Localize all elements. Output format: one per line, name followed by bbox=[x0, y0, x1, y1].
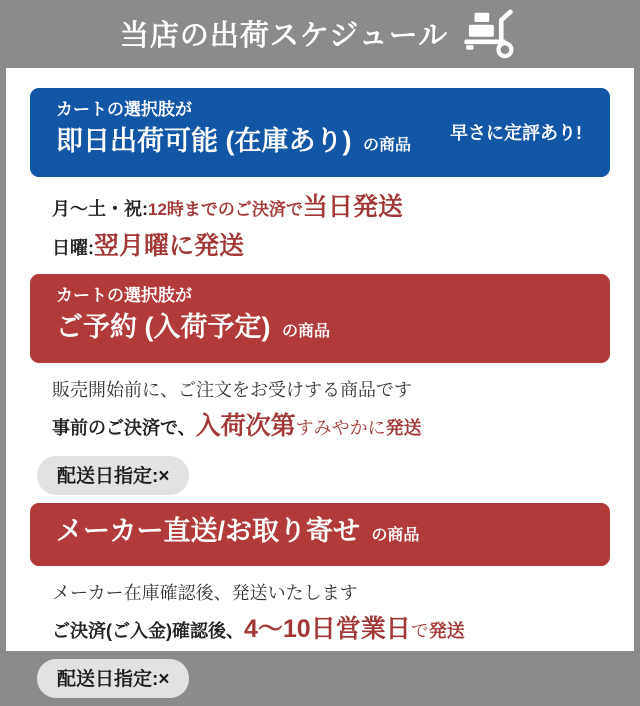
page-title: 当店の出荷スケジュール bbox=[119, 19, 449, 52]
direct-banner-main: メーカー直送/お取り寄せ bbox=[56, 516, 360, 546]
preorder-prefix: 事前のご決済で、 bbox=[52, 418, 196, 438]
preorder-banner bbox=[30, 274, 610, 363]
preorder-line2 bbox=[52, 408, 610, 446]
preorder-banner-suffix: の商品 bbox=[281, 323, 330, 340]
preorder-banner-mainline bbox=[56, 308, 330, 351]
direct-line2 bbox=[52, 611, 610, 649]
preorder-banner-text bbox=[56, 284, 330, 351]
trolley-cart-icon bbox=[464, 10, 520, 58]
direct-result: 発送 bbox=[428, 621, 465, 641]
preorder-result: 発送 bbox=[385, 418, 422, 438]
preorder-line1: 販売開始前に、ご注文をお受けする商品です bbox=[52, 380, 412, 400]
express-sunday-line bbox=[52, 228, 610, 266]
preorder-banner-main: ご予約 (入荷予定) bbox=[56, 312, 271, 342]
express-banner-suffix: の商品 bbox=[362, 137, 411, 154]
direct-prefix: ご決済(ご入金)確認後、 bbox=[52, 621, 244, 641]
direct-banner-mainline bbox=[56, 512, 419, 555]
header bbox=[0, 0, 640, 68]
direct-banner-suffix: の商品 bbox=[371, 527, 420, 544]
express-weekday-line bbox=[52, 189, 610, 228]
express-banner-text bbox=[56, 98, 411, 165]
sunday-prefix: 日曜: bbox=[52, 238, 94, 258]
direct-highlight: 4〜10日営業日 bbox=[244, 615, 411, 643]
express-banner-main: 即日出荷可能 (在庫あり) bbox=[56, 126, 352, 156]
direct-line1: メーカー在庫確認後、発送いたします bbox=[52, 583, 358, 603]
weekday-prefix: 月〜土・祝: bbox=[52, 199, 148, 219]
content-panel bbox=[6, 68, 634, 690]
express-side-note: 早さに定評あり! bbox=[450, 122, 582, 143]
direct-details bbox=[6, 566, 634, 706]
preorder-highlight: 入荷次第 bbox=[195, 412, 296, 440]
preorder-banner-topline: カートの選択肢が bbox=[56, 286, 192, 305]
direct-delivery-date-badge: 配送日指定:× bbox=[37, 659, 189, 698]
weekday-condition: 12時までのご決済で bbox=[148, 200, 303, 219]
preorder-delivery-date-badge: 配送日指定:× bbox=[37, 456, 189, 495]
express-details bbox=[6, 177, 634, 274]
express-banner-topline: カートの選択肢が bbox=[56, 100, 192, 119]
sunday-result: 翌月曜に発送 bbox=[94, 232, 245, 260]
preorder-middle: すみやかに bbox=[295, 418, 386, 438]
preorder-details bbox=[6, 363, 634, 503]
direct-banner bbox=[30, 503, 610, 566]
direct-middle: で bbox=[410, 621, 429, 641]
express-banner-mainline bbox=[56, 122, 411, 165]
weekday-result: 当日発送 bbox=[302, 193, 403, 221]
express-banner bbox=[30, 88, 610, 177]
